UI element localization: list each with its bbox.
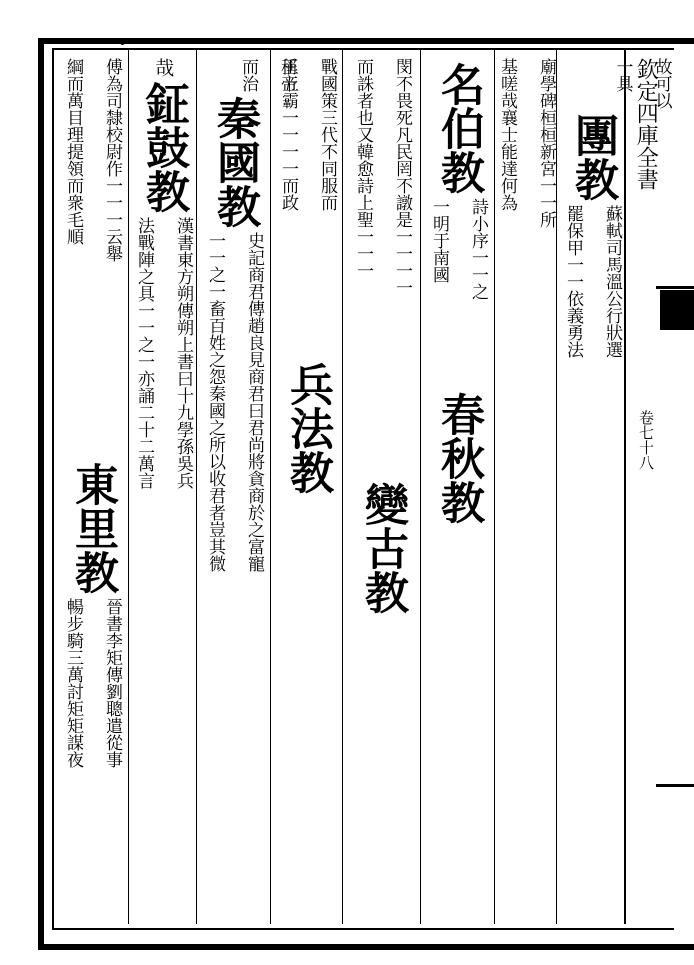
- text-run: 綱而萬目理提領而衆毛順: [63, 58, 83, 245]
- column-4-body: [346, 58, 418, 478]
- text-run: 基嗟哉襄士能達何為: [497, 58, 517, 211]
- column-1-note: [556, 205, 628, 395]
- text-run: 法戰陣之具一一之一亦誦二十二萬言: [134, 217, 154, 489]
- column-rule: [420, 50, 421, 924]
- text-run: 故可以: [651, 58, 672, 109]
- margin-bracket: [656, 784, 694, 787]
- text-run: 哉: [152, 58, 175, 77]
- column-2-body: [490, 58, 562, 388]
- text-run: 廟學碑桓桓新宮一一所: [536, 58, 556, 228]
- column-8-note: [56, 598, 128, 898]
- text-column-2: [498, 58, 554, 388]
- text-run: 一明于南國: [429, 198, 449, 283]
- column-6-note: [198, 232, 270, 832]
- text-column-3: [424, 58, 492, 528]
- text-run: 閔不畏死凡民罔不譈是一一一一: [392, 58, 412, 296]
- column-7-note: [127, 217, 199, 777]
- entry-heading: 秦國教: [209, 96, 260, 228]
- margin-bracket: [656, 286, 694, 289]
- text-run: 傅為司隸校尉作一一一云舉: [102, 58, 122, 262]
- text-run: 一具: [612, 58, 633, 92]
- fishtail-mark: [660, 290, 694, 330]
- text-run: 稱帝: [277, 58, 297, 92]
- text-column-5: [274, 58, 340, 498]
- text-run: 一一之一畜百姓之怨秦國之所以收君者豈其微: [205, 232, 225, 572]
- juan-number: 卷七十八: [637, 410, 655, 470]
- text-run: 詩小序一一之: [468, 198, 488, 300]
- entry-heading: 東里教: [67, 462, 118, 594]
- text-run: 而誅者也又韓愈詩上聖一一一: [353, 58, 373, 279]
- text-run: 史記商君傳趙良見商君曰君尚將貪商於之富寵: [244, 232, 264, 572]
- text-run: 王五霸一一一一而政: [278, 58, 298, 211]
- entry-heading: 春秋教: [433, 392, 484, 524]
- entry-heading: 名伯教: [433, 62, 484, 194]
- text-run: 戰國策三代不同服而: [317, 58, 337, 211]
- entry-heading: 兵法教: [282, 362, 333, 494]
- entry-heading: 鉦鼓教: [138, 81, 189, 213]
- column-8-body: [56, 58, 128, 458]
- text-run: 蘇軾司馬溫公行狀選: [602, 205, 622, 358]
- text-run: 漢書東方朔傳朔上書曰十九學孫吳兵: [173, 217, 193, 489]
- text-column-8: [58, 58, 126, 898]
- margin-rule: [624, 50, 626, 924]
- text-run: 而治: [238, 58, 258, 92]
- text-run: 暢步騎三萬討矩矩謀夜: [63, 598, 83, 768]
- text-run: 晉書李矩傳劉聰遣從事: [102, 598, 122, 768]
- entry-heading: 變古教: [357, 482, 408, 614]
- entry-heading: 團教: [567, 113, 618, 201]
- text-run: 罷保甲一一依義勇法: [563, 205, 583, 358]
- column-3-note: [422, 198, 494, 388]
- text-column-7: [132, 58, 194, 777]
- book-title: 欽定四庫全書: [633, 58, 659, 190]
- ink-dot: [120, 40, 125, 45]
- column-5-body: [271, 58, 343, 358]
- text-column-4: [346, 58, 418, 618]
